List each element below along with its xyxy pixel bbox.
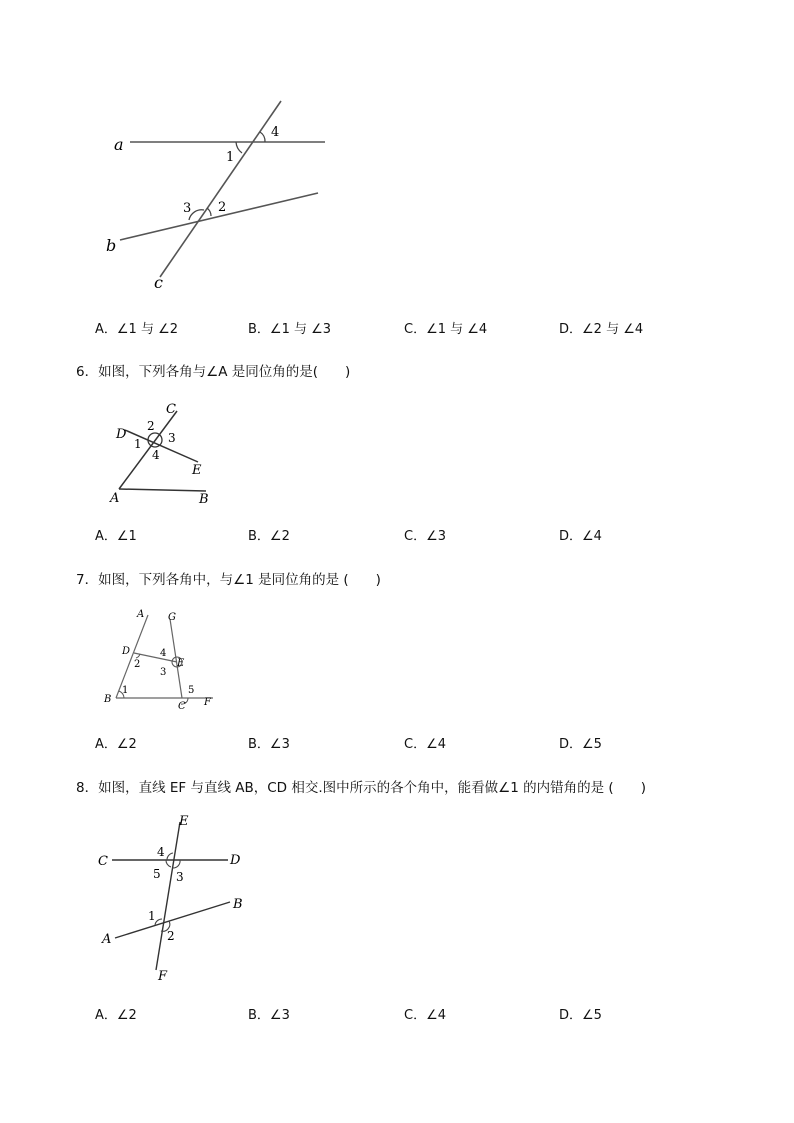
q6-option-a[interactable]: A．∠1 — [95, 529, 137, 544]
angle-1-label: 1 — [226, 150, 235, 165]
line-DE — [134, 653, 177, 662]
angle-1-arc — [236, 142, 242, 153]
q7-option-a[interactable]: A．∠2 — [95, 737, 137, 752]
line-BA — [116, 615, 148, 698]
angle-4-arc — [260, 132, 265, 142]
point-F: F — [158, 969, 168, 984]
q8-text: 8．如图，直线 EF 与直线 AB，CD 相交.图中所示的各个角中，能看做∠1 的内错角的是 ( ) — [76, 780, 646, 796]
q8-option-a[interactable]: A．∠2 — [95, 1008, 137, 1023]
label-c: c — [154, 273, 163, 292]
point-E: E — [192, 463, 202, 478]
point-C: C — [98, 854, 108, 869]
point-E: E — [177, 658, 185, 669]
q8-option-c[interactable]: C．∠4 — [404, 1008, 447, 1023]
line-c — [160, 101, 281, 277]
angle-4-label: 4 — [160, 648, 167, 659]
angle-4-label: 4 — [152, 448, 160, 462]
angle-3-label: 3 — [183, 201, 192, 216]
angle-1-label: 1 — [148, 909, 156, 923]
label-a: a — [114, 135, 124, 154]
point-D: D — [230, 853, 241, 868]
angle-1-label: 1 — [134, 437, 142, 451]
angle-2-label: 2 — [167, 929, 175, 943]
angle-5-label: 5 — [153, 867, 161, 881]
q8-option-d[interactable]: D．∠5 — [559, 1008, 602, 1023]
angle-5-label: 5 — [188, 685, 195, 696]
angle-3-label: 3 — [160, 667, 167, 678]
angle-4-arc — [167, 853, 173, 860]
q8-figure — [95, 810, 255, 990]
angle-2-arc — [207, 208, 211, 216]
point-E: E — [179, 814, 189, 829]
q5-option-b[interactable]: B．∠1 与 ∠3 — [248, 322, 332, 337]
angle-4-label: 4 — [271, 125, 280, 140]
point-F: F — [204, 697, 211, 708]
point-C: C — [166, 402, 176, 417]
q6-text: 6．如图，下列各角与∠A 是同位角的是( ) — [76, 364, 351, 380]
segment-AB — [119, 489, 206, 491]
angle-3-label: 3 — [168, 431, 176, 445]
q5-figure — [95, 95, 345, 295]
q5-option-a[interactable]: A．∠1 与 ∠2 — [95, 322, 179, 337]
q5-option-d[interactable]: D．∠2 与 ∠4 — [559, 322, 644, 337]
point-D: D — [116, 427, 127, 442]
angle-3-label: 3 — [176, 870, 184, 884]
point-B: B — [104, 694, 112, 705]
angle-5-arc — [166, 860, 171, 867]
angle-4-label: 4 — [157, 845, 165, 859]
q7-option-c[interactable]: C．∠4 — [404, 737, 447, 752]
point-A: A — [110, 491, 120, 506]
point-G: G — [168, 612, 176, 623]
angle-2-label: 2 — [147, 419, 155, 433]
angle-1-label: 1 — [122, 685, 129, 696]
q6-option-d[interactable]: D．∠4 — [559, 529, 602, 544]
q7-figure — [98, 605, 223, 715]
point-A: A — [102, 932, 112, 947]
point-D: D — [122, 646, 131, 657]
angle-2-arc — [136, 654, 140, 658]
point-B: B — [233, 897, 243, 912]
q7-text: 7．如图，下列各角中，与∠1 是同位角的是 ( ) — [76, 572, 381, 588]
q7-option-d[interactable]: D．∠5 — [559, 737, 602, 752]
point-C: C — [178, 701, 186, 712]
q6-option-b[interactable]: B．∠2 — [248, 529, 290, 544]
q8-option-b[interactable]: B．∠3 — [248, 1008, 290, 1023]
angle-2-label: 2 — [218, 200, 227, 215]
q5-option-c[interactable]: C．∠1 与 ∠4 — [404, 322, 488, 337]
label-b: b — [106, 236, 117, 255]
q6-option-c[interactable]: C．∠3 — [404, 529, 447, 544]
q7-option-b[interactable]: B．∠3 — [248, 737, 290, 752]
point-B: B — [199, 492, 209, 507]
q6-figure — [105, 398, 225, 508]
angle-2-label: 2 — [134, 659, 141, 670]
point-A: A — [137, 609, 145, 620]
